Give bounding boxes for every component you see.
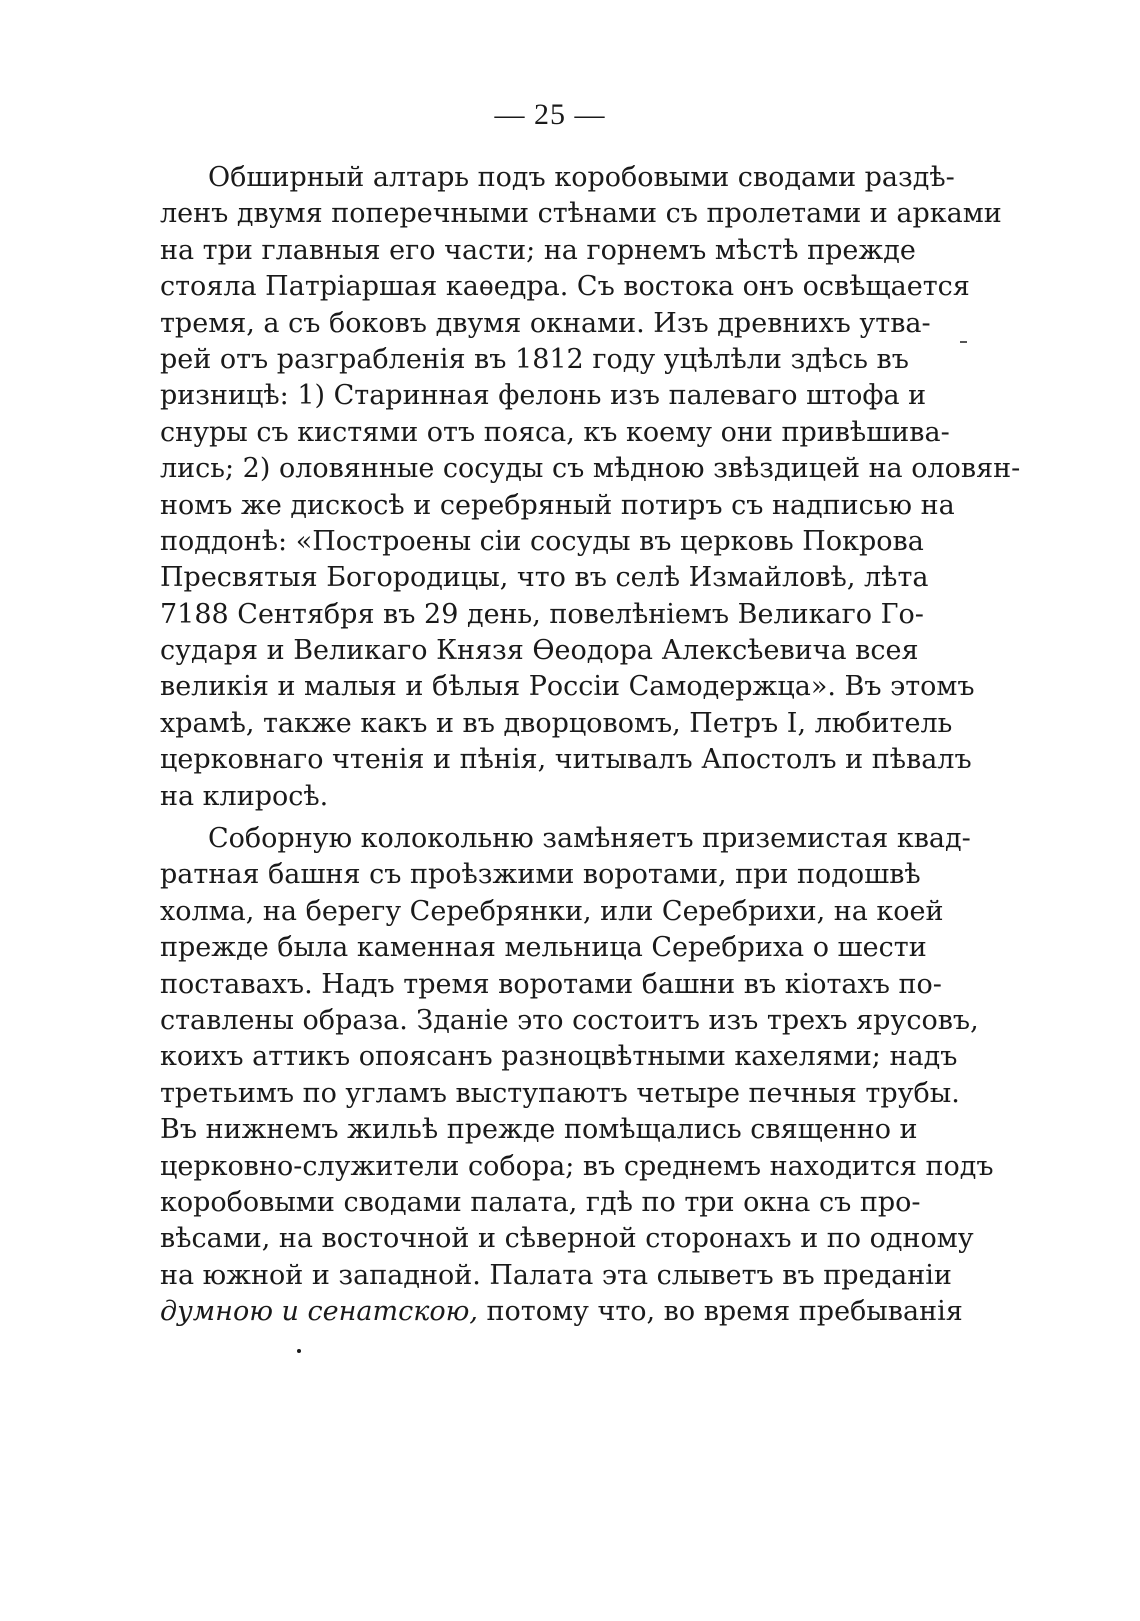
text-line: стояла Патріаршая каѳедра. Съ востока онъ освѣщается bbox=[160, 271, 970, 303]
text-line: рей отъ разграбленія въ 1812 году уцѣлѣли здѣсь въ bbox=[160, 343, 909, 375]
text-line: ставлены образа. Зданіе это состоитъ изъ трехъ ярусовъ, bbox=[160, 1004, 979, 1036]
text-line: коробовыми сводами палата, гдѣ по три окна съ про- bbox=[160, 1186, 921, 1218]
text-line: ленъ двумя поперечными стѣнами съ пролетами и арками bbox=[160, 198, 1002, 230]
text-line: на три главныя его части; на горнемъ мѣстѣ прежде bbox=[160, 234, 916, 266]
text-line: Соборную колокольню замѣняетъ приземистая квад- bbox=[208, 823, 971, 855]
text-line: снуры съ кистями отъ пояса, къ коему они привѣшива- bbox=[160, 416, 950, 448]
final-line-rest: потому что, во время пребыванія bbox=[477, 1296, 963, 1328]
text-line: лись; 2) оловянные сосуды съ мѣдною звѣздицей на оловян- bbox=[160, 453, 1021, 485]
text-line: церковнаго чтенія и пѣнія, читывалъ Апостолъ и пѣвалъ bbox=[160, 744, 972, 776]
final-line bbox=[160, 1294, 963, 1330]
text-line: номъ же дискосѣ и серебряный потиръ съ надписью на bbox=[160, 489, 955, 521]
text-line: поставахъ. Надъ тремя воротами башни въ кіотахъ по- bbox=[160, 968, 942, 1000]
text-line: на клиросѣ. bbox=[160, 780, 329, 812]
paragraph-1 bbox=[160, 160, 1021, 815]
text-line: прежде была каменная мельница Серебриха о шести bbox=[160, 932, 927, 964]
text-line: храмѣ, также какъ и въ дворцовомъ, Петръ I, любитель bbox=[160, 707, 953, 739]
text-line: великія и малыя и бѣлыя Россіи Самодержца». Въ этомъ bbox=[160, 671, 975, 703]
text-line: Въ нижнемъ жильѣ прежде помѣщались священно и bbox=[160, 1114, 918, 1146]
text-line: вѣсами, на восточной и сѣверной сторонахъ и по одному bbox=[160, 1223, 974, 1255]
paragraph-2 bbox=[160, 821, 994, 1294]
text-line: тремя, а съ боковъ двумя окнами. Изъ древнихъ утва- bbox=[160, 307, 931, 339]
text-line: коихъ аттикъ опоясанъ разноцвѣтными кахелями; надъ bbox=[160, 1041, 958, 1073]
text-line: Обширный алтарь подъ коробовыми сводами раздѣ- bbox=[208, 162, 955, 193]
text-line: третьимъ по угламъ выступаютъ четыре печныя трубы. bbox=[160, 1077, 960, 1109]
text-line: Пресвятыя Богородицы, что въ селѣ Измайловѣ, лѣта bbox=[160, 562, 929, 594]
text-body bbox=[160, 160, 1021, 1331]
text-line: на южной и западной. Палата эта слыветъ въ преданіи bbox=[160, 1259, 952, 1291]
text-line: ратная башня съ проѣзжими воротами, при подошвѣ bbox=[160, 859, 921, 891]
text-line: 7188 Сентября въ 29 день, повелѣніемъ Великаго Го- bbox=[160, 598, 924, 630]
margin-mark bbox=[960, 341, 967, 343]
text-line: сударя и Великаго Князя Ѳеодора Алексѣевича всея bbox=[160, 635, 919, 667]
stray-dot bbox=[297, 1349, 301, 1353]
page-number: — 25 — bbox=[494, 98, 606, 131]
text-line: ризницѣ: 1) Старинная фелонь изъ палеваго штофа и bbox=[160, 380, 927, 412]
italic-phrase: думною и сенатскою, bbox=[160, 1296, 478, 1328]
text-line: поддонѣ: «Построены сіи сосуды въ церковь Покрова bbox=[160, 525, 924, 557]
text-line: церковно-служители собора; въ среднемъ находится подъ bbox=[160, 1150, 994, 1182]
text-line: холма, на берегу Серебрянки, или Серебрихи, на коей bbox=[160, 895, 944, 927]
